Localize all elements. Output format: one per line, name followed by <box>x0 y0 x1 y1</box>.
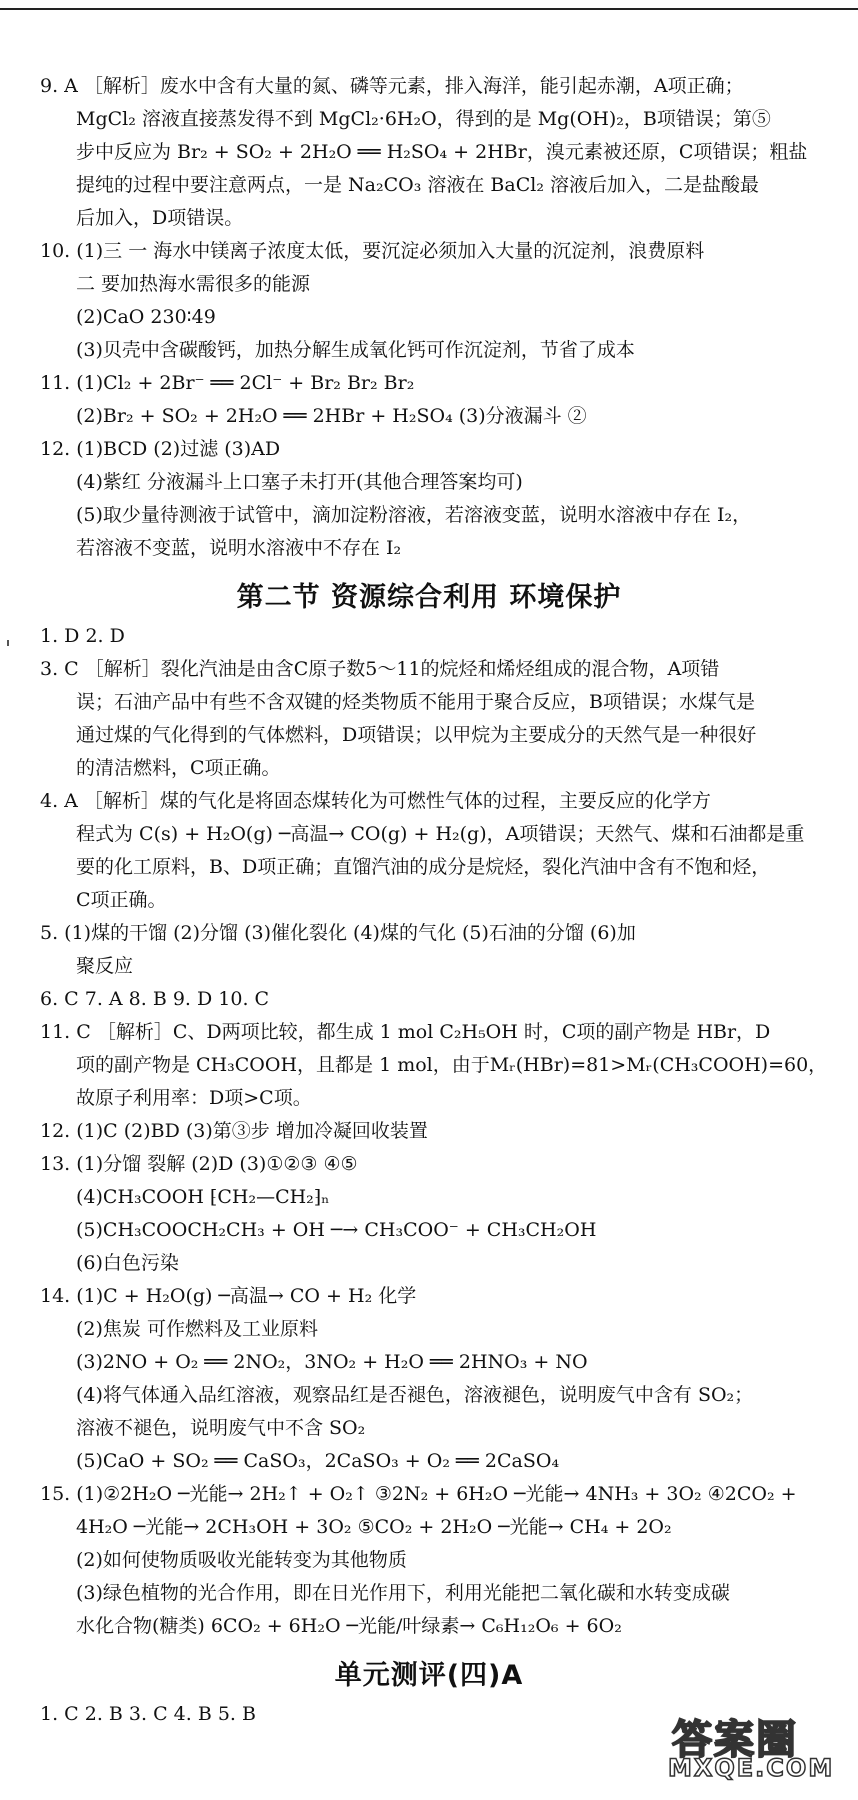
answer-line: (3)绿色植物的光合作用，即在日光作用下，利用光能把二氧化碳和水转变成碳 <box>76 1582 730 1604</box>
top-rule <box>0 8 858 10</box>
answer-line: 水化合物(糖类) 6CO₂ + 6H₂O ─光能/叶绿素→ C₆H₁₂O₆ + 6O₂ <box>76 1615 622 1637</box>
watermark-url-text: MXQE.COM <box>668 1754 835 1782</box>
answer-line: 13. (1)分馏 裂解 (2)D (3)①②③ ④⑤ <box>40 1153 358 1175</box>
answers-section-top <box>40 70 818 565</box>
answer-line: 项的副产物是 CH₃COOH，且都是 1 mol，由于Mᵣ(HBr)=81>Mᵣ(CH₃COOH)=60， <box>76 1054 828 1076</box>
answer-line: MgCl₂ 溶液直接蒸发得不到 MgCl₂·6H₂O，得到的是 Mg(OH)₂，B项错误；第⑤ <box>76 108 771 130</box>
answer-line: 聚反应 <box>76 955 134 977</box>
page-content <box>40 70 828 1731</box>
answer-line: (2)CaO 230∶49 <box>76 306 216 328</box>
answer-line: 溶液不褪色，说明废气中不含 SO₂ <box>76 1417 366 1439</box>
answer-line: (2)Br₂ + SO₂ + 2H₂O ══ 2HBr + H₂SO₄ (3)分液漏斗 ② <box>76 405 587 427</box>
answer-line: 后加入，D项错误。 <box>76 207 244 229</box>
answers-section-middle <box>40 620 828 1643</box>
answer-line: 1. D 2. D <box>40 625 125 647</box>
unit-test-heading: 单元测评(四)A <box>334 1660 524 1691</box>
answer-line: (3)贝壳中含碳酸钙，加热分解生成氧化钙可作沉淀剂，节省了成本 <box>76 339 635 361</box>
answer-line: 12. (1)C (2)BD (3)第③步 增加冷凝回收装置 <box>40 1120 428 1142</box>
answer-line: 若溶液不变蓝，说明水溶液中不存在 I₂ <box>76 537 402 559</box>
answer-line: 4H₂O ─光能→ 2CH₃OH + 3O₂ ⑤CO₂ + 2H₂O ─光能→ CH₄ + 2O₂ <box>76 1516 672 1538</box>
site-watermark <box>660 1708 840 1786</box>
answer-line: 通过煤的气化得到的气体燃料，D项错误；以甲烷为主要成分的天然气是一种很好 <box>76 724 757 746</box>
answer-line: (5)CaO + SO₂ ══ CaSO₃，2CaSO₃ + O₂ ══ 2CaSO₄ <box>76 1450 560 1472</box>
answer-line: 12. (1)BCD (2)过滤 (3)AD <box>40 438 281 460</box>
answer-line: (3)2NO + O₂ ══ 2NO₂，3NO₂ + H₂O ══ 2HNO₃ + NO <box>76 1351 588 1373</box>
answer-line: (2)如何使物质吸收光能转变为其他物质 <box>76 1549 407 1571</box>
answer-line: (5)CH₃COOCH₂CH₃ + OH ─→ CH₃COO⁻ + CH₃CH₂OH <box>76 1219 597 1241</box>
watermark-logo-text: 答案圈 <box>672 1717 798 1763</box>
answer-line: 9. A ［解析］废水中含有大量的氮、磷等元素，排入海洋，能引起赤潮，A项正确； <box>40 75 744 97</box>
answer-line: 误；石油产品中有些不含双键的烃类物质不能用于聚合反应，B项错误；水煤气是 <box>76 691 755 713</box>
answer-line: (4)CH₃COOH ⁅CH₂—CH₂⁆ₙ <box>76 1186 330 1208</box>
answer-line: 15. (1)②2H₂O ─光能→ 2H₂↑ + O₂↑ ③2N₂ + 6H₂O ─光能→ 4NH₃ + 3O₂ ④2CO₂ + <box>40 1483 797 1505</box>
answer-line: 的清洁燃料，C项正确。 <box>76 757 281 779</box>
answer-line: (4)紫红 分液漏斗上口塞子未打开(其他合理答案均可) <box>76 471 523 493</box>
answer-line: 6. C 7. A 8. B 9. D 10. C <box>40 988 270 1010</box>
answer-line: C项正确。 <box>76 889 167 911</box>
answer-line: 1. C 2. B 3. C 4. B 5. B <box>40 1703 256 1725</box>
scan-speck <box>7 640 9 646</box>
answer-line: (5)取少量待测液于试管中，滴加淀粉溶液，若溶液变蓝，说明水溶液中存在 I₂， <box>76 504 752 526</box>
answer-line: 11. (1)Cl₂ + 2Br⁻ ══ 2Cl⁻ + Br₂ Br₂ Br₂ <box>40 372 415 394</box>
answer-line: 二 要加热海水需很多的能源 <box>76 273 311 295</box>
answer-line: 3. C ［解析］裂化汽油是由含C原子数5～11的烷烃和烯烃组成的混合物，A项错 <box>40 658 720 680</box>
answer-line: (6)白色污染 <box>76 1252 179 1274</box>
answer-line: 程式为 C(s) + H₂O(g) ─高温→ CO(g) + H₂(g)，A项错误；天然气、煤和石油都是重 <box>76 823 805 845</box>
answer-line: 10. (1)三 一 海水中镁离子浓度太低，要沉淀必须加入大量的沉淀剂，浪费原料 <box>40 240 705 262</box>
answer-line: (4)将气体通入品红溶液，观察品红是否褪色，溶液褪色，说明废气中含有 SO₂； <box>76 1384 754 1406</box>
answer-line: 故原子利用率：D项>C项。 <box>76 1087 312 1109</box>
answer-line: 11. C ［解析］C、D两项比较，都生成 1 mol C₂H₅OH 时，C项的副产物是 HBr，D <box>40 1021 771 1043</box>
answer-line: (2)焦炭 可作燃料及工业原料 <box>76 1318 318 1340</box>
answer-line: 步中反应为 Br₂ + SO₂ + 2H₂O ══ H₂SO₄ + 2HBr，溴元素被还原，C项错误；粗盐 <box>76 141 808 163</box>
answer-line: 要的化工原料，B、D项正确；直馏汽油的成分是烷烃，裂化汽油中含有不饱和烃， <box>76 856 771 878</box>
section-heading: 第二节 资源综合利用 环境保护 <box>236 582 622 613</box>
answer-line: 5. (1)煤的干馏 (2)分馏 (3)催化裂化 (4)煤的气化 (5)石油的分馏 (6)加 <box>40 922 636 944</box>
answer-line: 14. (1)C + H₂O(g) ─高温→ CO + H₂ 化学 <box>40 1285 417 1307</box>
answer-line: 提纯的过程中要注意两点，一是 Na₂CO₃ 溶液在 BaCl₂ 溶液后加入，二是盐酸最 <box>76 174 759 196</box>
answer-line: 4. A ［解析］煤的气化是将固态煤转化为可燃性气体的过程，主要反应的化学方 <box>40 790 711 812</box>
